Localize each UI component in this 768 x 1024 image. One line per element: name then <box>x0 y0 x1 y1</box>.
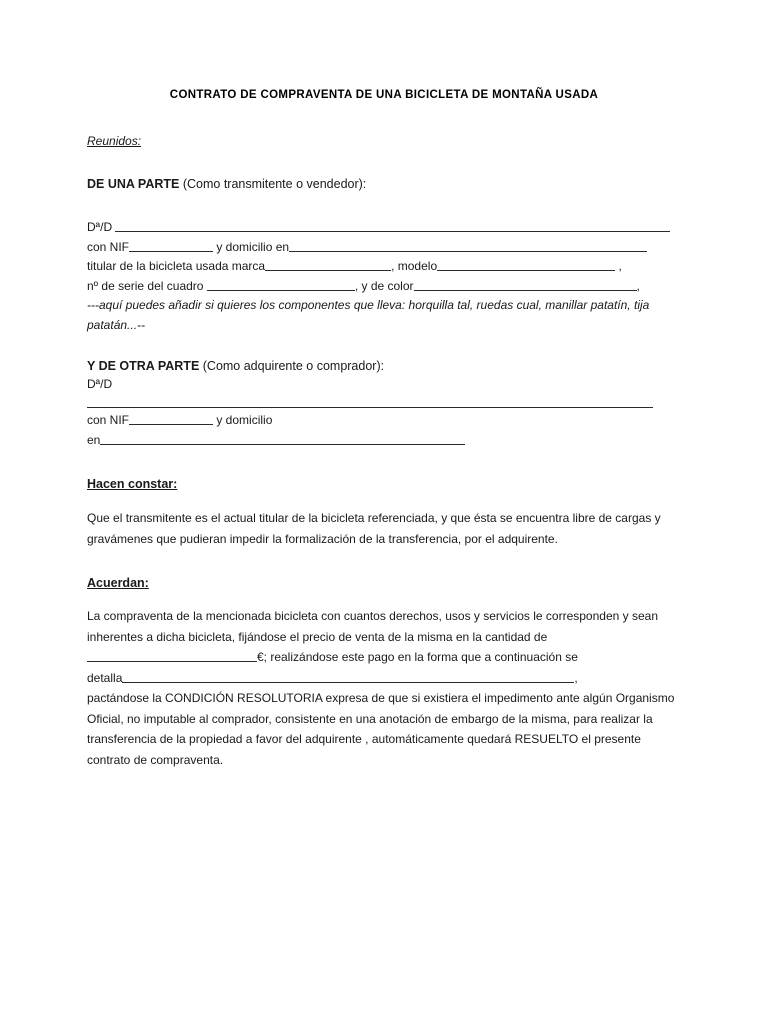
buyer-nif-label: con NIF <box>87 413 130 427</box>
acuerdan-body-part2: pactándose la CONDICIÓN RESOLUTORIA expresa de que si existiera el impedimento ante algún Organismo Oficial, no imputable al comprador, consistente en una anotación de embargo de la misma, para realizar la transferencia de la propiedad a favor del adquirente , automáticamente quedará RESUELTO el presente contrato de compraventa. <box>87 691 675 767</box>
acuerdan-heading: Acuerdan: <box>87 576 149 590</box>
seller-domicile-label: y domicilio en <box>213 239 290 254</box>
buyer-heading-rest: (Como adquirente o comprador): <box>199 359 385 373</box>
detalla-blank[interactable] <box>122 669 574 683</box>
buyer-heading <box>87 357 681 375</box>
buyer-name-label-line <box>87 375 681 394</box>
seller-model-label: , modelo <box>391 259 438 273</box>
seller-bike-label: titular de la bicicleta usada marca <box>87 259 266 273</box>
seller-name-label: Dª/D <box>87 220 113 234</box>
seller-nif-line <box>87 238 681 258</box>
buyer-domicile-label2: en <box>87 432 101 447</box>
seller-serial-blank[interactable] <box>207 277 355 291</box>
acuerdan-amount-suffix: €; realizándose este pago en la forma que a continuación se <box>257 650 578 664</box>
seller-name-line <box>87 218 681 238</box>
seller-model-tail: , <box>615 259 622 273</box>
seller-nif-label: con NIF <box>87 239 130 254</box>
buyer-domicile-blank[interactable] <box>100 431 465 445</box>
detalla-label: detalla <box>87 670 123 685</box>
components-note: ---aquí puedes añadir si quieres los componentes que lleva: horquilla tal, ruedas cual, manillar patatín, tija patatán...-- <box>87 298 650 332</box>
seller-heading <box>87 176 681 192</box>
seller-color-blank[interactable] <box>414 277 637 291</box>
seller-fields <box>87 218 681 335</box>
document-content <box>87 0 681 770</box>
seller-heading-rest: (Como transmitente o vendedor): <box>179 177 367 191</box>
hacen-constar-heading: Hacen constar: <box>87 477 178 491</box>
seller-domicile-blank[interactable] <box>289 238 647 252</box>
seller-bike-line <box>87 257 681 277</box>
hacen-constar-block <box>87 450 681 493</box>
seller-serial-line <box>87 277 681 297</box>
buyer-domicile-line <box>87 431 681 451</box>
acuerdan-body-part1 <box>87 606 681 668</box>
seller-brand-blank[interactable] <box>265 257 391 271</box>
buyer-heading-bold: Y DE OTRA PARTE <box>87 359 200 373</box>
seller-color-label: , y de color <box>354 278 414 293</box>
seller-nif-blank[interactable] <box>129 238 213 252</box>
buyer-fields <box>87 411 681 450</box>
seller-heading-bold: DE UNA PARTE <box>87 177 180 191</box>
hacen-constar-body: Que el transmitente es el actual titular de la bicicleta referenciada, y que ésta se encuentra libre de cargas y gravámenes que pudieran impedir la formalización de la transferencia, por el adquirente. <box>87 511 661 546</box>
detalla-line <box>87 668 681 689</box>
acuerdan-block <box>87 549 681 592</box>
seller-color-tail: , <box>636 278 640 293</box>
amount-blank[interactable] <box>87 648 257 662</box>
seller-model-blank[interactable] <box>437 257 615 271</box>
buyer-domicile-label: y domicilio <box>213 413 273 427</box>
seller-name-blank[interactable] <box>115 218 670 232</box>
buyer-name-blank[interactable] <box>87 407 653 408</box>
reunidos-label: Reunidos: <box>87 134 142 148</box>
buyer-name-label: Dª/D <box>87 377 113 391</box>
acuerdan-text-1: La compraventa de la mencionada bicicleta con cuantos derechos, usos y servicios le corresponden y sean inherentes a dicha bicicleta, fijándose el precio de venta de la misma en la cantidad de <box>87 609 658 644</box>
detalla-tail: , <box>574 670 578 685</box>
buyer-nif-line <box>87 411 681 431</box>
seller-serial-label: nº de serie del cuadro <box>87 278 204 293</box>
buyer-nif-blank[interactable] <box>129 411 213 425</box>
reunidos-block <box>87 102 681 150</box>
page-title: CONTRATO DE COMPRAVENTA DE UNA BICICLETA DE MONTAÑA USADA <box>169 89 599 101</box>
